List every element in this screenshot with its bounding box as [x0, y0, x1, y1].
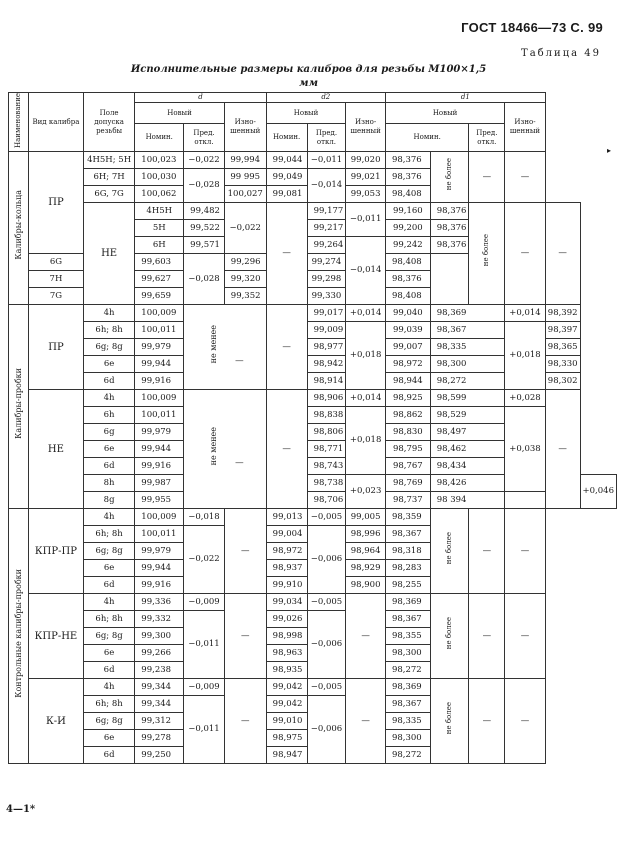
d-nominal: 99,979	[135, 339, 184, 356]
d1-nominal: 98,369	[430, 305, 504, 322]
d1-izn: 98,365	[545, 339, 580, 356]
col-d: d	[135, 93, 266, 103]
d2-nominal: 98,906	[307, 390, 346, 407]
d-pred: −0,022	[224, 203, 266, 254]
d-nominal: 100,023	[135, 152, 184, 169]
col-d2-pred: Пред. откл.	[307, 124, 346, 152]
d-nominal: 99,344	[135, 696, 184, 713]
d2-izn: 98,996	[346, 526, 386, 543]
d-izn: —	[224, 594, 266, 679]
d1-nominal: 98,376	[430, 203, 469, 220]
col-pole: Поле допуска резьбы	[83, 93, 134, 152]
d-pred: −0,009	[184, 679, 225, 696]
d2-nominal: 98,937	[266, 560, 307, 577]
ne-bolee-text: не более	[445, 616, 454, 650]
d2-izn: 99,160	[385, 203, 430, 220]
d2-nominal: 99,296	[224, 254, 266, 271]
d-ne-menee	[184, 305, 267, 390]
d1-ne-bolee	[430, 594, 469, 679]
tolerance-field: 4h	[83, 679, 134, 696]
d-nominal: 99,571	[184, 237, 225, 254]
d2-nominal: 99,042	[266, 679, 307, 696]
d-nominal: 99,979	[135, 543, 184, 560]
d2-izn: 99,330	[307, 288, 346, 305]
d2-nominal: 98,998	[266, 628, 307, 645]
d2-izn: 98,737	[385, 492, 430, 509]
tolerance-field: 6d	[83, 662, 134, 679]
d-pred: −0,009	[184, 594, 225, 611]
d2-nominal: 98,806	[307, 424, 346, 441]
col-d2-nomin: Номин.	[266, 124, 307, 152]
d-nominal: 99,522	[184, 220, 225, 237]
d2-pred: −0,005	[307, 594, 346, 611]
caliber-kind: НЕ	[83, 203, 134, 305]
d1-pred: —	[469, 152, 505, 203]
d2-izn: 98,767	[385, 458, 430, 475]
tolerance-field: 6h; 8h	[83, 696, 134, 713]
d1-nominal: 98,359	[385, 509, 430, 526]
d1-nominal: 98,426	[430, 475, 504, 492]
d1-nominal: 98,408	[385, 186, 430, 203]
d2-nominal: 98,743	[307, 458, 346, 475]
d2-pred: −0,006	[307, 611, 346, 679]
table-row	[9, 152, 617, 169]
d1-nominal: 98,272	[430, 373, 504, 390]
d1-nominal: 98,497	[430, 424, 504, 441]
d1-nominal: 98,369	[385, 594, 430, 611]
d2-izn: 99,298	[307, 271, 346, 288]
col-d1-izn: Изно-шенный	[505, 103, 546, 152]
d1-izn: —	[505, 594, 546, 679]
d2-nominal: 98,706	[307, 492, 346, 509]
table-row	[9, 679, 617, 696]
d2-pred: +0,018	[346, 322, 386, 390]
d1-nominal: 98,376	[430, 220, 469, 237]
d2-nominal: 98,771	[307, 441, 346, 458]
table-row	[9, 322, 617, 339]
tolerance-field: 4h	[83, 594, 134, 611]
d2-izn: 99,274	[307, 254, 346, 271]
d1-izn: —	[505, 152, 546, 203]
d2-nominal: 99,004	[266, 526, 307, 543]
d-izn: —	[224, 679, 266, 764]
tolerance-field: 6Н	[135, 237, 184, 254]
d2-izn: 98,769	[385, 475, 430, 492]
d1-nominal: 98,355	[385, 628, 430, 645]
d2-pred: −0,014	[307, 169, 346, 203]
d-nominal: 99,266	[135, 645, 184, 662]
tolerance-field: 4h	[83, 509, 134, 526]
d2-nominal: 99,910	[266, 577, 307, 594]
d-ne-menee	[184, 390, 267, 509]
d2-izn: 98,900	[346, 577, 386, 594]
d2-nominal: 99,217	[307, 220, 346, 237]
col-d-izn: Изно-шенный	[224, 103, 266, 152]
table-number: Таблица 49	[521, 48, 601, 59]
col-d2: d2	[266, 93, 385, 103]
d2-izn: 98,862	[385, 407, 430, 424]
d2-nominal: 98,935	[266, 662, 307, 679]
table-row	[9, 509, 617, 526]
d2-pred: −0,005	[307, 509, 346, 526]
table-row	[9, 594, 617, 611]
tolerance-field: 6d	[83, 458, 134, 475]
table-row	[9, 305, 617, 322]
d2-izn: 99,039	[385, 322, 430, 339]
d1-nominal: 98,376	[430, 237, 469, 254]
d2-nominal: 99,081	[266, 186, 307, 203]
col-d1-pred: Пред. откл.	[469, 124, 505, 152]
d-nominal: 100,062	[135, 186, 184, 203]
d1-pred: —	[469, 509, 505, 594]
col-d-pred: Пред. откл.	[184, 124, 225, 152]
d-izn: 100,027	[224, 186, 266, 203]
col-d1-novyy: Новый	[385, 103, 504, 124]
d-nominal: 99,603	[135, 254, 184, 271]
d1-ne-bolee	[469, 203, 505, 305]
d2-izn: 98,972	[385, 356, 430, 373]
d-nominal: 100,009	[135, 509, 184, 526]
d1-pred: +0,028	[505, 390, 546, 407]
tolerance-field: 6e	[83, 730, 134, 747]
group-label-g3	[9, 509, 29, 764]
d1-izn: —	[505, 509, 546, 594]
tolerance-field: 6d	[83, 747, 134, 764]
tolerance-field: 6h; 8h	[83, 611, 134, 628]
d1-nominal: 98,367	[385, 611, 430, 628]
d1-izn: 98,302	[545, 373, 580, 390]
d-pred: −0,022	[184, 152, 225, 169]
d1-nominal: 98,335	[430, 339, 504, 356]
d2-pred: −0,014	[346, 237, 386, 305]
d1-pred: +0,018	[505, 322, 546, 390]
d2-pred: −0,005	[307, 679, 346, 696]
d1-nominal: 98,367	[430, 322, 504, 339]
d2-nominal: 99,177	[307, 203, 346, 220]
tolerance-field: 6e	[83, 560, 134, 577]
d-nominal: 99,238	[135, 662, 184, 679]
d2-nominal: 99,044	[266, 152, 307, 169]
caliber-kind: ПР	[29, 305, 84, 390]
d1-nominal: 98,408	[385, 288, 430, 305]
group-label-g1	[9, 152, 29, 305]
tolerance-field: 7Н	[29, 271, 84, 288]
d2-izn: 99,005	[346, 509, 386, 526]
caliber-kind: КПР-ПР	[29, 509, 84, 594]
d-nominal: 99,250	[135, 747, 184, 764]
d2-izn: —	[346, 594, 386, 679]
d1-nominal: 98,599	[430, 390, 504, 407]
d1-nominal: 98,272	[385, 747, 430, 764]
tolerance-field: 8g	[83, 492, 134, 509]
d2-izn: 98,925	[385, 390, 430, 407]
tolerance-field: 6h	[83, 407, 134, 424]
d-pred: −0,028	[184, 169, 225, 203]
d-nominal: 99,344	[135, 679, 184, 696]
d1-pred: —	[469, 679, 505, 764]
table-row	[9, 390, 617, 407]
tolerance-field: 6d	[83, 373, 134, 390]
d-nominal: 99,916	[135, 577, 184, 594]
d1-pred: —	[505, 203, 546, 305]
d2-nominal: 98,738	[307, 475, 346, 492]
tolerance-field: 6G	[29, 254, 84, 271]
d2-izn: 98,830	[385, 424, 430, 441]
d1-nominal: 98,529	[430, 407, 504, 424]
group-label-g2	[9, 305, 29, 509]
d1-pred: +0,046	[580, 475, 616, 509]
d-izn: —	[224, 509, 266, 594]
d-nominal: 99,944	[135, 560, 184, 577]
tolerance-field: 4h	[83, 390, 134, 407]
title-line-2: мм	[298, 78, 318, 89]
d2-pred: −0,011	[307, 152, 346, 169]
d1-izn: —	[545, 203, 580, 305]
d2-nominal: 99,013	[266, 509, 307, 526]
d2-nominal: 99,017	[307, 305, 346, 322]
ne-bolee-text: не более	[445, 157, 454, 191]
d2-pred: +0,018	[346, 407, 386, 475]
d1-pred: +0,038	[505, 407, 546, 492]
ne-menee-text: не менее	[209, 324, 219, 364]
group-label-text: Калибры-кольца	[14, 190, 23, 260]
tolerance-field: 4Н5Н; 5Н	[83, 152, 134, 169]
d-pred: −0,011	[184, 611, 225, 679]
caliber-kind: КПР-НЕ	[29, 594, 84, 679]
d-nominal: 100,011	[135, 407, 184, 424]
d1-izn: 98,330	[545, 356, 580, 373]
d1-nominal: 98,300	[430, 356, 504, 373]
col-d1-nomin: Номин.	[385, 124, 469, 152]
col-d-nomin: Номин.	[135, 124, 184, 152]
d2-nominal: 99,352	[224, 288, 266, 305]
d-izn: 99 995	[224, 169, 266, 186]
d2-nominal: 98,838	[307, 407, 346, 424]
d1-nominal: 98,367	[385, 696, 430, 713]
d-izn: —	[266, 305, 307, 390]
tolerance-field: 6g; 8g	[83, 713, 134, 730]
d-nominal: 100,030	[135, 169, 184, 186]
tolerance-field: 6d	[83, 577, 134, 594]
d1-izn: 98,397	[545, 322, 580, 339]
d-nominal: 99,300	[135, 628, 184, 645]
tolerance-field: 6e	[83, 441, 134, 458]
d2-nominal: 98,975	[266, 730, 307, 747]
d-nominal: 99,944	[135, 441, 184, 458]
col-naim: Наименование	[9, 93, 29, 152]
d1-ne-bolee	[430, 509, 469, 594]
d1-nominal: 98,462	[430, 441, 504, 458]
table-title	[0, 63, 617, 91]
d2-pred: −0,006	[307, 696, 346, 764]
d-izn: —	[266, 390, 307, 509]
d-nominal: 100,011	[135, 526, 184, 543]
tolerance-field: 5Н	[135, 220, 184, 237]
d1-nominal: 98,369	[385, 679, 430, 696]
d-nominal: 99,979	[135, 424, 184, 441]
tolerance-field: 6g; 8g	[83, 339, 134, 356]
d-nominal: 99,336	[135, 594, 184, 611]
d1-nominal: 98,408	[385, 254, 430, 271]
table-row	[9, 407, 617, 424]
d2-pred: −0,011	[346, 203, 386, 237]
d1-nominal: 98,376	[385, 152, 430, 169]
d-nominal: 99,987	[135, 475, 184, 492]
d1-ne-bolee	[430, 152, 469, 203]
d2-izn: —	[346, 679, 386, 764]
d2-izn: 99,242	[385, 237, 430, 254]
d2-nominal: 98,914	[307, 373, 346, 390]
caliber-kind: К-И	[29, 679, 84, 764]
ne-bolee-text: не более	[482, 234, 491, 267]
d1-nominal: 98,376	[385, 169, 430, 186]
d1-izn: 98,392	[545, 305, 580, 322]
d-nominal: 99,955	[135, 492, 184, 509]
d1-nominal: 98,283	[385, 560, 430, 577]
d-pred: −0,018	[184, 509, 225, 526]
d2-nominal: 99,026	[266, 611, 307, 628]
col-d2-novyy: Новый	[266, 103, 346, 124]
d1-nominal: 98,335	[385, 713, 430, 730]
ne-bolee-text: не более	[445, 531, 454, 565]
d2-nominal: 98,947	[266, 747, 307, 764]
d2-nominal: 98,977	[307, 339, 346, 356]
tolerance-field: 6Н; 7Н	[83, 169, 134, 186]
d1-nominal: 98,272	[385, 662, 430, 679]
col-d1: d1	[385, 93, 545, 103]
d-pred: −0,022	[184, 526, 225, 594]
d-nominal: 99,482	[184, 203, 225, 220]
col-d2-izn: Изно-шенный	[346, 103, 386, 152]
d-nominal: 99,332	[135, 611, 184, 628]
d2-nominal: 98,972	[266, 543, 307, 560]
d1-izn: —	[505, 679, 546, 764]
d2-nominal: 99,320	[224, 271, 266, 288]
ne-menee-text: не менее	[209, 426, 219, 466]
tolerance-field: 4h	[83, 305, 134, 322]
d-nominal: 99,278	[135, 730, 184, 747]
d2-izn: 98,929	[346, 560, 386, 577]
ne-bolee-text: не более	[445, 701, 454, 735]
d1-nominal: 98,367	[385, 526, 430, 543]
d1-pred: +0,014	[505, 305, 546, 322]
d1-pred: —	[469, 594, 505, 679]
d-nominal: 99,659	[135, 288, 184, 305]
d2-nominal: 99,010	[266, 713, 307, 730]
tolerance-field: 4Н5Н	[135, 203, 184, 220]
d2-pred: +0,014	[346, 305, 386, 322]
d-izn: 99,994	[224, 152, 266, 169]
col-d-novyy: Новый	[135, 103, 224, 124]
d-nominal: 99,916	[135, 373, 184, 390]
table-row	[9, 203, 617, 220]
d2-nominal: 99,034	[266, 594, 307, 611]
d-pred: −0,011	[184, 696, 225, 764]
tolerance-field: 6e	[83, 356, 134, 373]
d2-nominal: 99,264	[307, 237, 346, 254]
tolerance-field: 6g	[83, 424, 134, 441]
margin-arrow-icon: ▸	[606, 146, 611, 155]
tolerance-field: 6h; 8h	[83, 526, 134, 543]
d2-izn: 99,053	[346, 186, 386, 203]
page-header: ГОСТ 18466—73 С. 99	[461, 20, 603, 35]
d1-nominal: 98,300	[385, 645, 430, 662]
d-nominal: 99,916	[135, 458, 184, 475]
tolerance-field: 8h	[83, 475, 134, 492]
d2-pred: +0,023	[346, 475, 386, 509]
page-footer: 4—1*	[6, 804, 36, 815]
d1-nominal: 98,376	[385, 271, 430, 288]
d2-izn: 98,944	[385, 373, 430, 390]
calibers-table	[8, 92, 617, 764]
d2-nominal: 99,009	[307, 322, 346, 339]
tolerance-field: 6g; 8g	[83, 628, 134, 645]
caliber-kind: ПР	[29, 152, 84, 254]
tolerance-field: 7G	[29, 288, 84, 305]
d2-pred: +0,014	[346, 390, 386, 407]
d-nominal: 99,944	[135, 356, 184, 373]
d2-izn: 99,040	[385, 305, 430, 322]
col-vid: Вид калибра	[29, 93, 84, 152]
dash: —	[235, 458, 244, 469]
d2-izn: 98,964	[346, 543, 386, 560]
group-label-text: Контрольные калибры-пробки	[14, 568, 23, 698]
d2-izn: 99,021	[346, 169, 386, 186]
d2-nominal: 99,042	[266, 696, 307, 713]
d1-nominal: 98,255	[385, 577, 430, 594]
d2-nominal: 98,942	[307, 356, 346, 373]
d2-izn: 99,200	[385, 220, 430, 237]
d-nominal: 99,312	[135, 713, 184, 730]
header-row-1	[9, 93, 617, 103]
d2-izn: 98,795	[385, 441, 430, 458]
d-nominal: 100,011	[135, 322, 184, 339]
d2-nominal: 98,963	[266, 645, 307, 662]
d1-nominal: 98 394	[430, 492, 504, 509]
dash: —	[235, 356, 244, 367]
d2-izn: 99,007	[385, 339, 430, 356]
tolerance-field: 6G, 7G	[83, 186, 134, 203]
d2-nominal: 99,049	[266, 169, 307, 186]
d2-izn: 99,020	[346, 152, 386, 169]
group-label-text: Калибры-пробки	[14, 368, 23, 439]
d2-pred: −0,006	[307, 526, 346, 594]
d-pred: −0,028	[184, 254, 225, 305]
tolerance-field: 6h; 8h	[83, 322, 134, 339]
d1-izn: —	[545, 390, 580, 509]
caliber-kind: НЕ	[29, 390, 84, 509]
d1-nominal: 98,300	[385, 730, 430, 747]
d-nominal: 99,627	[135, 271, 184, 288]
title-line-1: Исполнительные размеры калибров для резьбы М100×1,5	[130, 64, 487, 75]
d-izn: —	[266, 203, 307, 305]
tolerance-field: 6g; 8g	[83, 543, 134, 560]
d1-nominal: 98,318	[385, 543, 430, 560]
d1-ne-bolee	[430, 679, 469, 764]
table-row	[9, 492, 617, 509]
d1-nominal: 98,434	[430, 458, 504, 475]
tolerance-field: 6e	[83, 645, 134, 662]
d-nominal: 100,009	[135, 390, 184, 407]
d-nominal: 100,009	[135, 305, 184, 322]
